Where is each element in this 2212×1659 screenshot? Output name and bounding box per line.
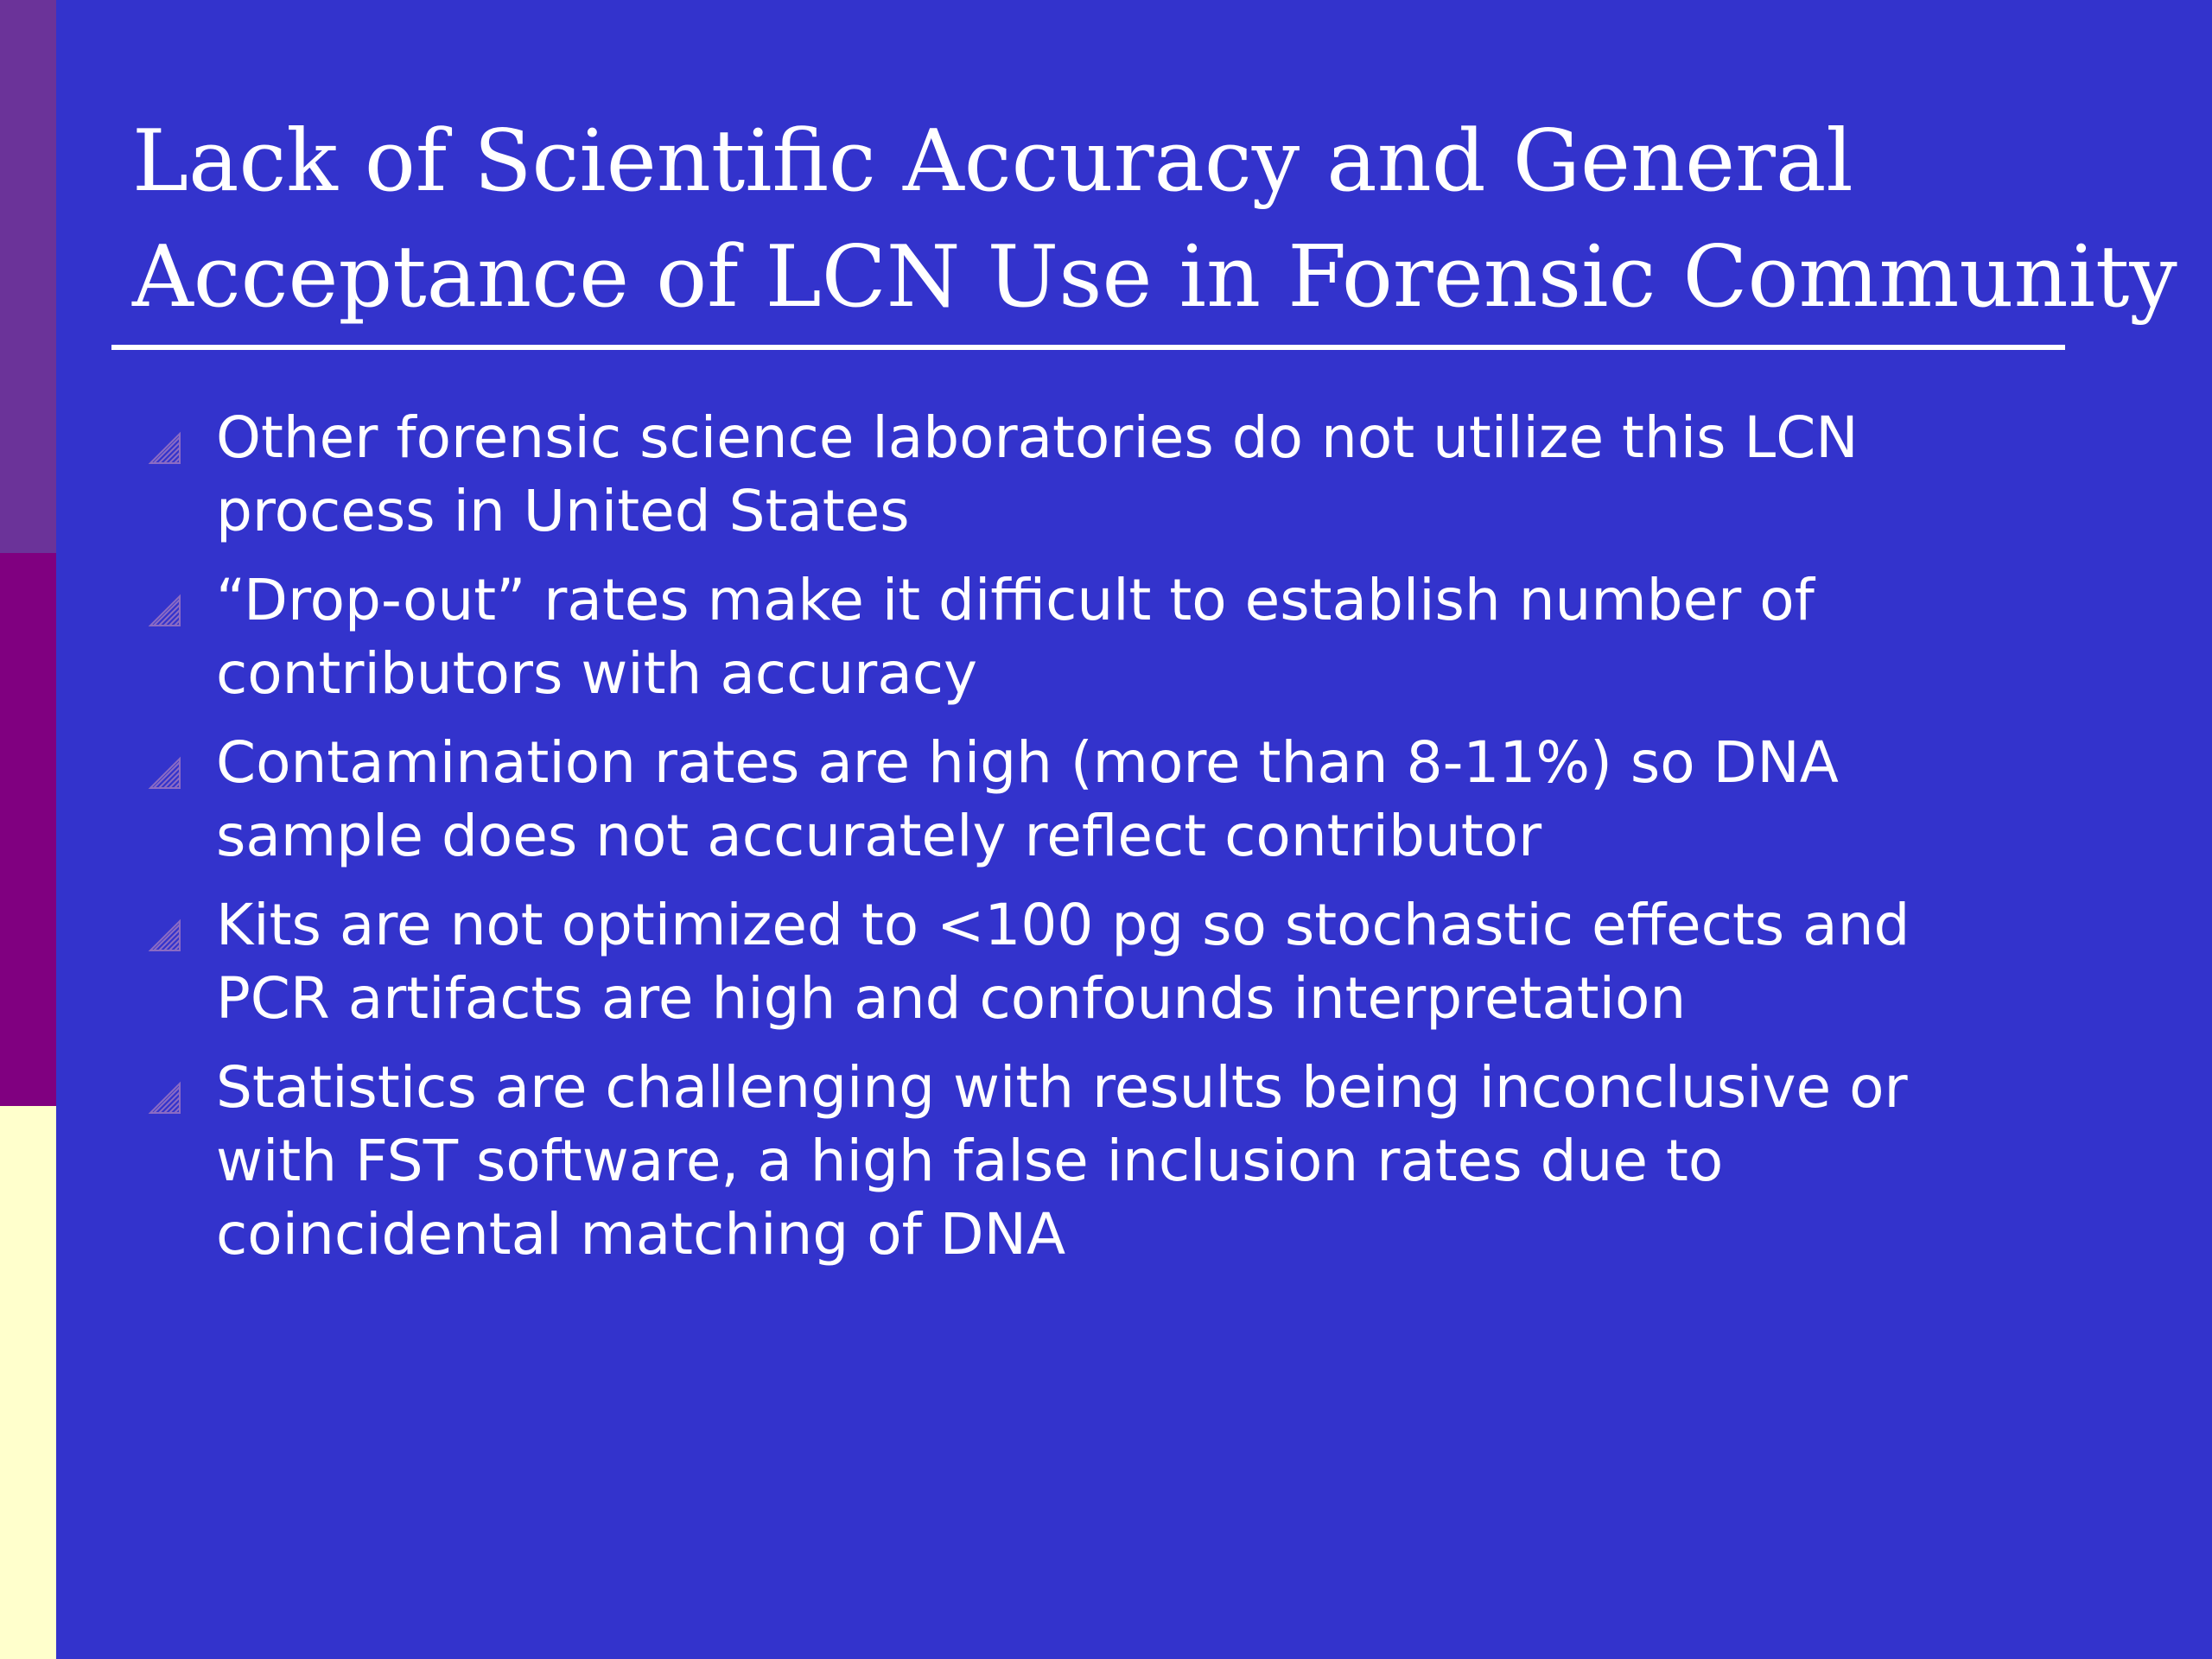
bullet-item (0, 1051, 2143, 1271)
bullet-text-line: coincidental matching of DNA (216, 1201, 1066, 1268)
hatched-triangle-icon (147, 1080, 183, 1116)
bullet-item (0, 888, 2143, 1035)
hatched-triangle-icon (147, 593, 183, 629)
bullet-item (0, 726, 2143, 873)
hatched-triangle-icon (147, 430, 183, 467)
bullet-text-line: PCR artifacts are high and confounds interpretation (216, 965, 1687, 1032)
bullet-text-line: Kits are not optimized to <100 pg so stochastic effects and (216, 892, 1910, 958)
bullet-text-line: with FST software, a high false inclusion rates due to (216, 1128, 1724, 1194)
slide-title-line-2: Acceptance of LCN Use in Forensic Community (132, 228, 2177, 327)
hatched-triangle-icon (147, 918, 183, 954)
title-underline (111, 345, 2065, 350)
bullet-item (0, 563, 2143, 710)
bullet-text-line: Contamination rates are high (more than 8-11%) so DNA (216, 729, 1839, 796)
slide-title (132, 104, 2177, 335)
bullet-item (0, 401, 2143, 548)
hatched-triangle-icon (147, 755, 183, 791)
bullet-text-line: contributors with accuracy (216, 640, 978, 707)
bullet-text-line: sample does not accurately reflect contributor (216, 803, 1542, 869)
bullet-text-line: Other forensic science laboratories do not utilize this LCN (216, 404, 1859, 471)
bullet-text-line: process in United States (216, 478, 910, 544)
bullet-list (0, 401, 2143, 1287)
bullet-text-line: “Drop-out” rates make it difficult to establish number of (216, 567, 1815, 633)
bullet-text-line: Statistics are challenging with results being inconclusive or (216, 1054, 1908, 1121)
slide-title-line-1: Lack of Scientific Accuracy and General (132, 112, 1853, 211)
